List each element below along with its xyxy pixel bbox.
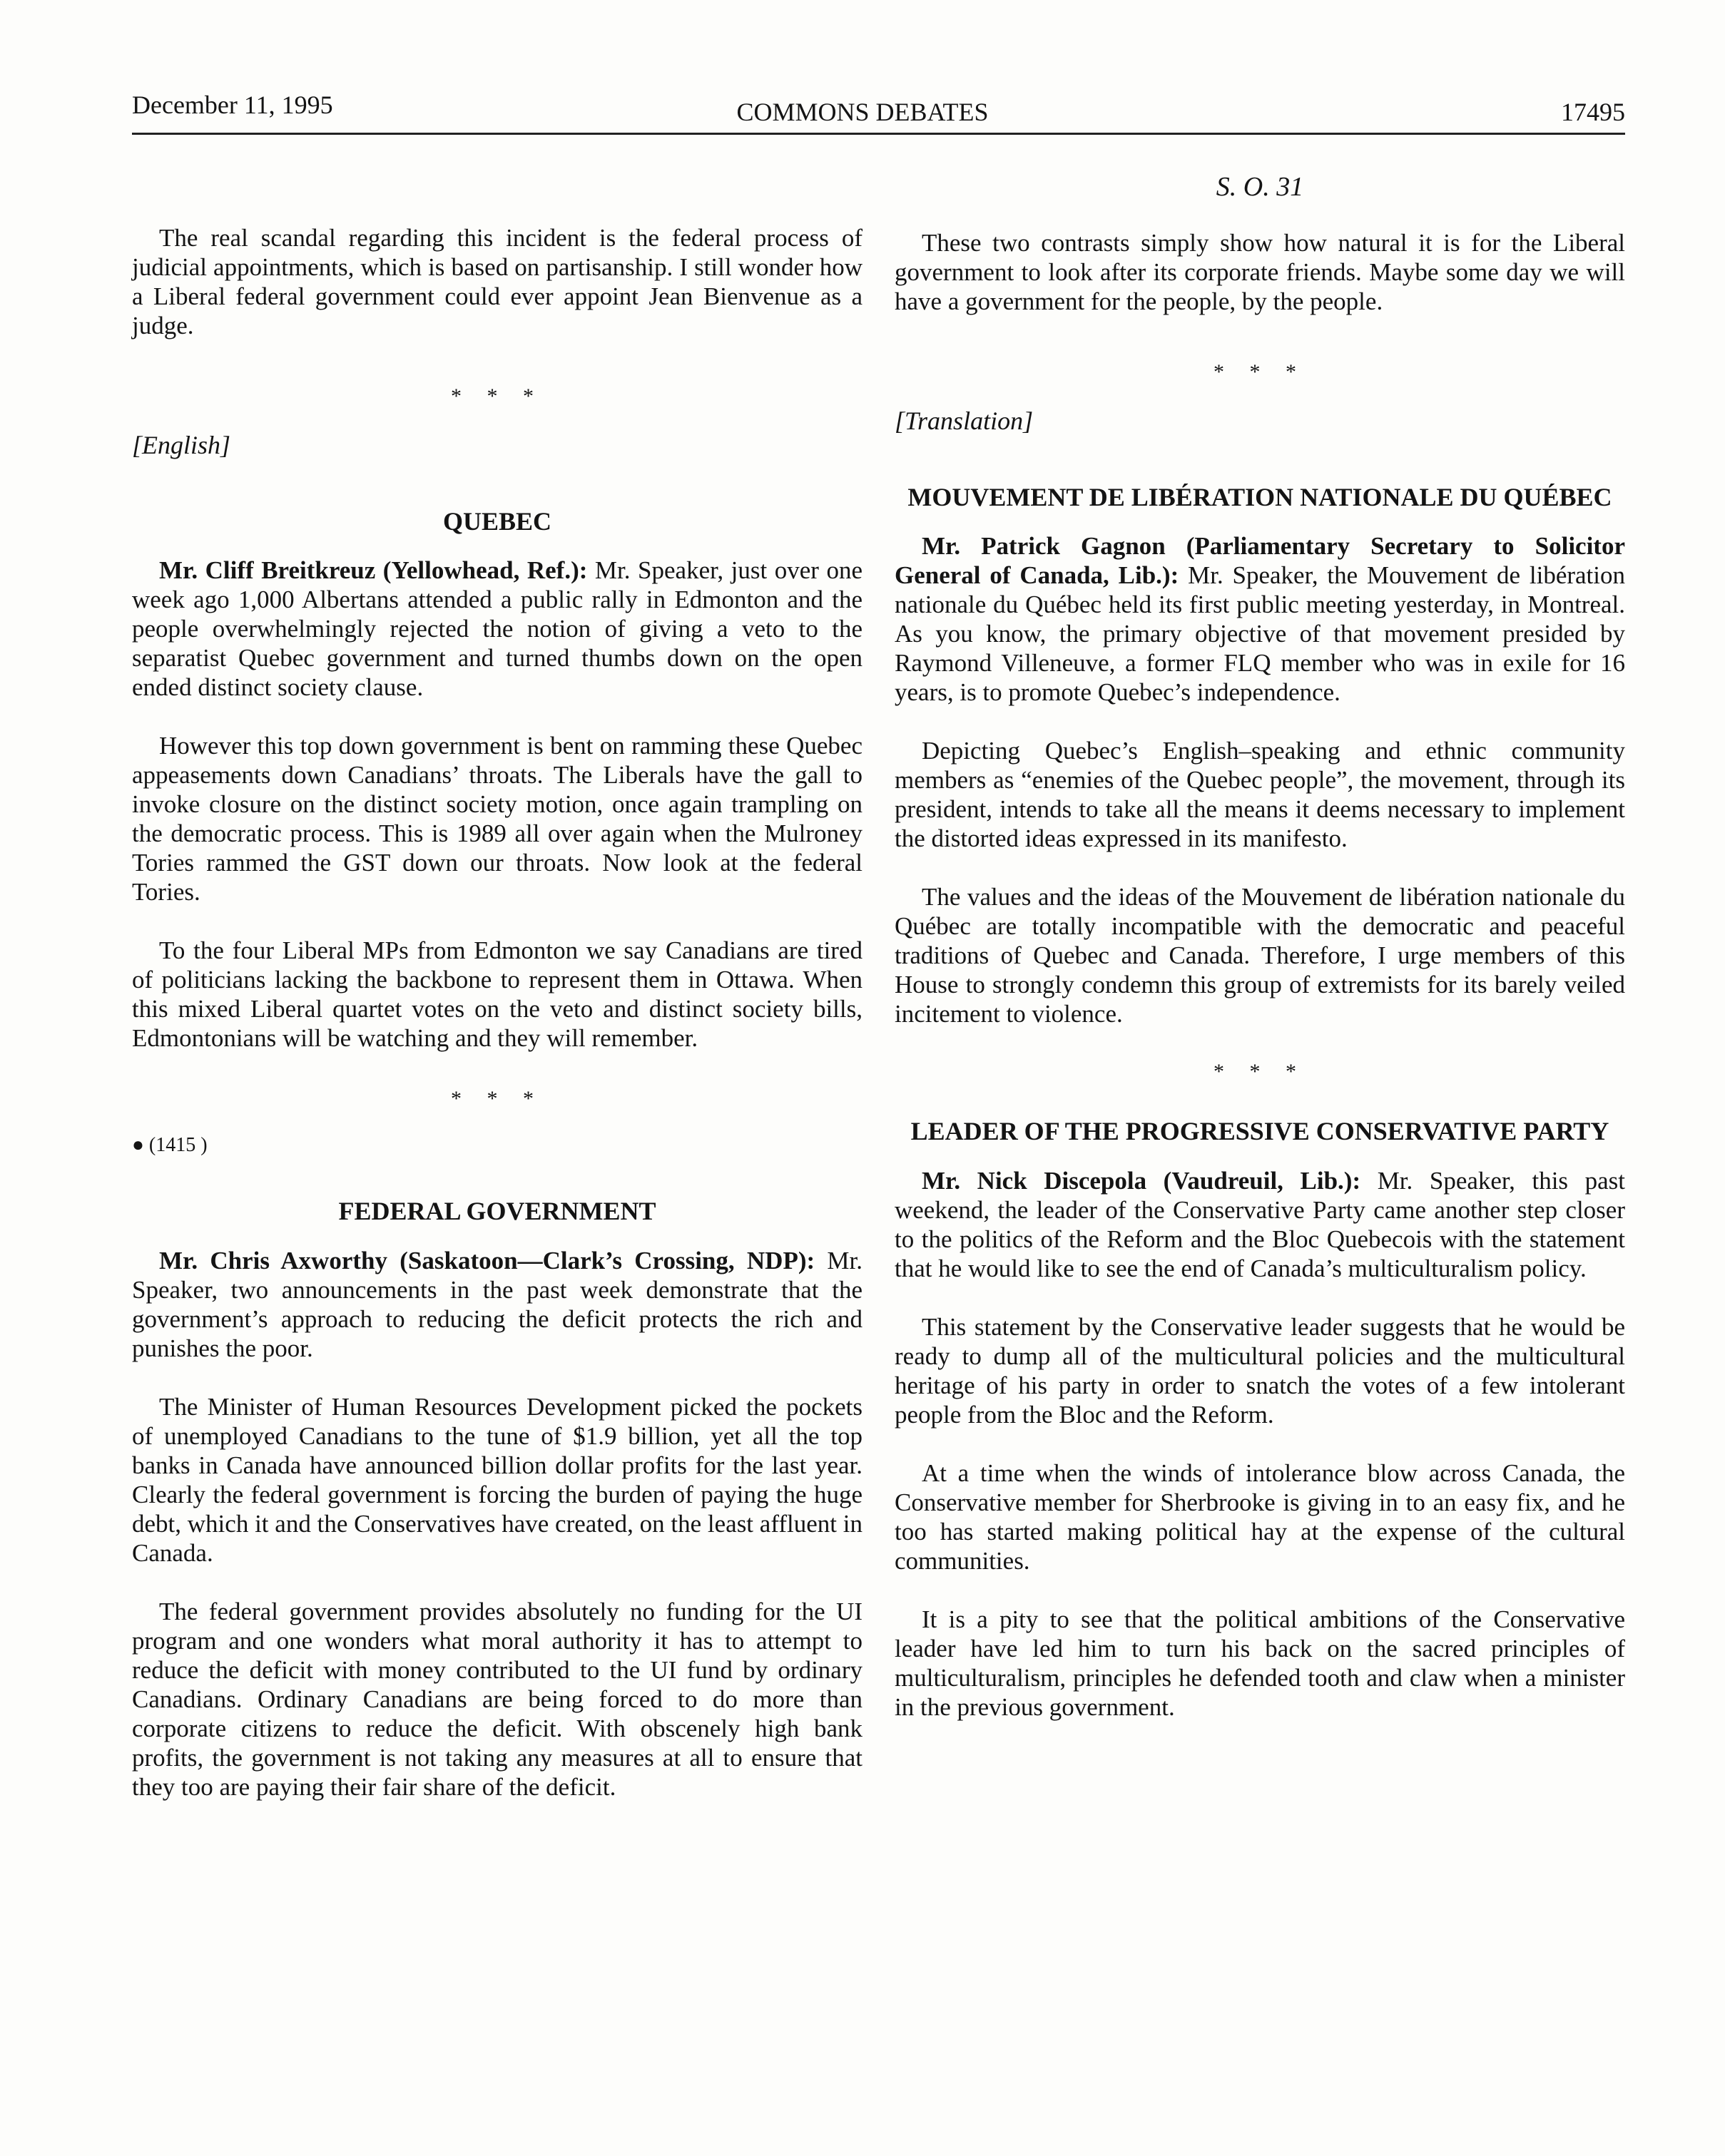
statement-text: Mr. Speaker, two announcements in the past week demonstrate that the government’s approach to reducing the deficit protects the rich and punishes the poor.: [132, 1247, 862, 1362]
section-separator: * * *: [451, 1087, 544, 1110]
statement-leader-p2: This statement by the Conservative leader suggests that he would be ready to dump all of the multicultural policies and the multicultural heritage of his party in order to snatch the votes of a few intolerant people from the Bloc and the Reform.: [895, 1313, 1625, 1429]
paragraph-contrasts: These two contrasts simply show how natural it is for the Liberal government to look after its corporate friends. Maybe some day we will have a government for the people, by the people.: [895, 229, 1625, 315]
statement-text: Mr. Speaker, this past weekend, the leader of the Conservative Party came another step closer to the politics of the Reform and the Bloc Quebecois with the statement that he would like to see the end of Canada’s multiculturalism policy.: [895, 1167, 1626, 1282]
section-separator: * * *: [1213, 360, 1306, 384]
section-label: S. O. 31: [1216, 172, 1304, 202]
statement-mouvement-p2: Depicting Quebec’s English–speaking and ethnic community members as “enemies of the Quebec people”, the movement, through its president, intends to take all the means it deems necessary to implement the distorted ideas expressed in its manifesto.: [895, 737, 1625, 852]
speaker-name: Mr. Cliff Breitkreuz (Yellowhead, Ref.):: [159, 556, 588, 584]
header-date: December 11, 1995: [132, 91, 333, 119]
heading-quebec: QUEBEC: [442, 507, 552, 536]
statement-mouvement-p1: [895, 531, 1625, 707]
section-separator: * * *: [1213, 1060, 1306, 1083]
header-publication: COMMONS DEBATES: [736, 98, 989, 126]
heading-leader-pc-party: LEADER OF THE PROGRESSIVE CONSERVATIVE PARTY: [910, 1117, 1609, 1145]
section-separator: * * *: [451, 384, 544, 408]
language-marker: [Translation]: [895, 407, 1034, 435]
left-column: [132, 214, 862, 1802]
statement-quebec-p1: [132, 556, 862, 702]
statement-mouvement-p3: The values and the ideas of the Mouvement de libération nationale du Québec are totally incompatible with the democratic and peaceful traditions of Quebec and Canada. Therefore, I urge members of this House to strongly condemn this group of extremists for its barely veiled incitement to violence.: [895, 883, 1625, 1028]
statement-text: Mr. Speaker, the Mouvement de libération nationale du Québec held its first public meeting yesterday, in Montreal. As you know, the primary objective of that movement presided by Raymond Villeneuve, a former FLQ member who was in exile for 16 years, is to promote Quebec’s independence.: [895, 561, 1625, 706]
heading-federal-government: FEDERAL GOVERNMENT: [338, 1197, 656, 1225]
statement-leader-p3: At a time when the winds of intolerance blow across Canada, the Conservative member for Sherbrooke is giving in to an easy fix, and he too has started making political hay at the expense of the cultural communities.: [895, 1459, 1625, 1575]
heading-mouvement: MOUVEMENT DE LIBÉRATION NATIONALE DU QUÉBEC: [907, 483, 1612, 511]
header-rule: [132, 133, 1625, 135]
statement-leader-p1: [895, 1166, 1625, 1283]
paragraph-scandal: The real scandal regarding this incident is the federal process of judicial appointments, which is based on partisanship. I still wonder how a Liberal federal government could ever appoint Jean Bienvenue as a judge.: [132, 224, 862, 339]
statement-quebec-p2: However this top down government is bent on ramming these Quebec appeasements down Canadians’ throats. The Liberals have the gall to invoke closure on the distinct society motion, once again trampling on the democratic process. This is 1989 all over again when the Mulroney Tories rammed the GST down our throats. Now look at the federal Tories.: [132, 732, 862, 906]
header-page-number: 17495: [1561, 98, 1625, 126]
statement-leader-p4: It is a pity to see that the political ambitions of the Conservative leader have led him to turn his back on the sacred principles of multiculturalism, principles he defended tooth and claw when a minister in the previous government.: [895, 1605, 1625, 1721]
statement-federal-p2: The Minister of Human Resources Development picked the pockets of unemployed Canadians to the tune of $1.9 billion, yet all the top banks in Canada have announced billion dollar profits for the last year. Clearly the federal government is forcing the burden of paying the huge debt, which it and the Conservatives have created, on the least affluent in Canada.: [132, 1393, 862, 1567]
language-marker: [English]: [132, 431, 231, 459]
statement-federal-p3: The federal government provides absolutely no funding for the UI program and one wonders what moral authority it has to attempt to reduce the deficit with money contributed to the UI fund by ordinary Canadians. Ordinary Canadians are being forced to do more than corporate citizens to reduce the deficit. With obscenely high bank profits, the government is not taking any measures at all to ensure that they too are paying their fair share of the deficit.: [132, 1598, 862, 1801]
right-column: [895, 214, 1625, 1722]
statement-federal-p1: [132, 1246, 862, 1363]
time-marker: ● (1415 ): [132, 1134, 208, 1156]
speaker-name: Mr. Chris Axworthy (Saskatoon—Clark’s Crossing, NDP):: [159, 1247, 815, 1274]
statement-quebec-p3: To the four Liberal MPs from Edmonton we say Canadians are tired of politicians lacking the backbone to represent them in Ottawa. When this mixed Liberal quartet votes on the veto and distinct society bills, Edmontonians will be watching and they will remember.: [132, 936, 862, 1052]
statement-text: Mr. Speaker, just over one week ago 1,000 Albertans attended a public rally in Edmonton and the people overwhelmingly rejected the notion of giving a veto to the separatist Quebec government and turned thumbs down on the open ended distinct society clause.: [132, 556, 862, 701]
speaker-name: Mr. Patrick Gagnon (Parliamentary Secretary to Solicitor General of Canada, Lib.):: [895, 532, 1625, 589]
speaker-name: Mr. Nick Discepola (Vaudreuil, Lib.):: [922, 1167, 1361, 1195]
